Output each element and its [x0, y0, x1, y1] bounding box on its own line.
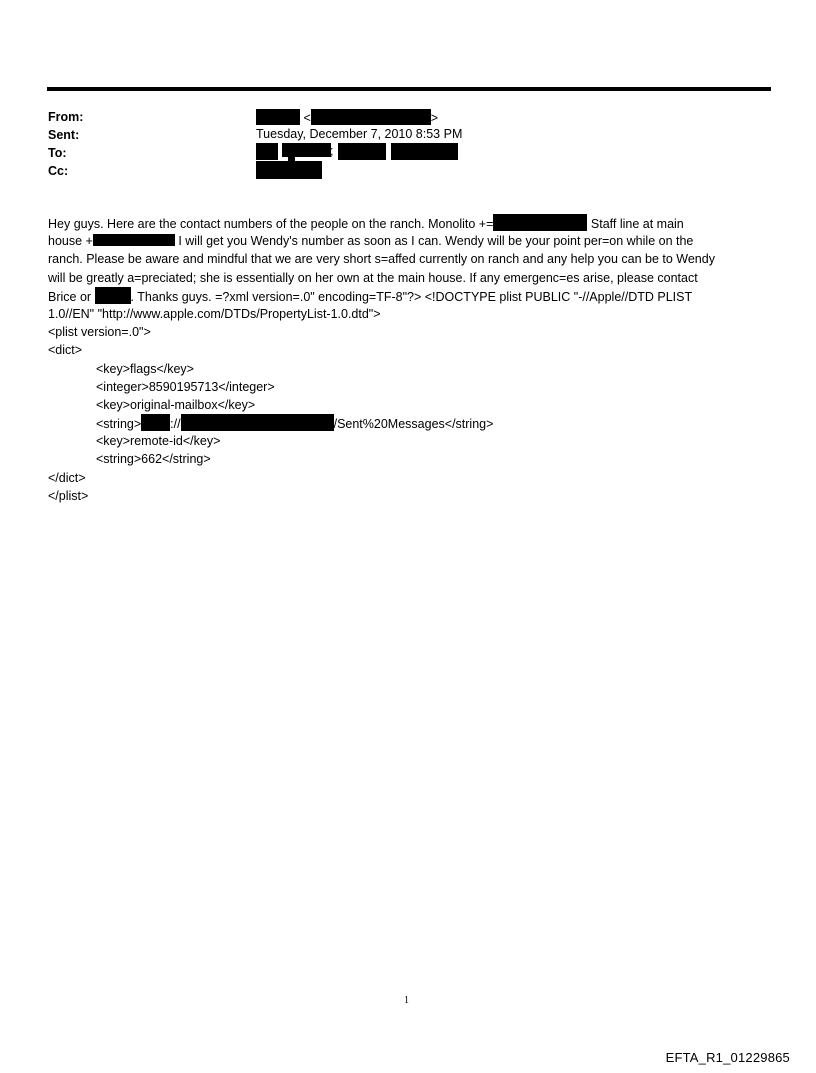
body-text: Hey guys. Here are the contact numbers of the people on the ranch. Monolito += — [48, 217, 494, 231]
to-separator: ; — [330, 144, 334, 158]
body-line: <string>662</string> — [96, 452, 211, 467]
body-line: 1.0//EN" "http://www.apple.com/DTDs/PropertyList-1.0.dtd"> — [48, 306, 381, 321]
body-text: /Sent%20Messages</string> — [333, 417, 494, 432]
redaction-block — [256, 109, 300, 125]
redaction-block — [338, 143, 386, 160]
document-id: EFTA_R1_01229865 — [665, 1050, 790, 1065]
redaction-block — [256, 143, 278, 160]
page-number: 1 — [404, 995, 409, 1006]
redaction-block — [141, 414, 170, 431]
body-line: <key>remote-id</key> — [96, 434, 221, 449]
body-text: <string> — [96, 417, 142, 432]
body-line: ranch. Please be aware and mindful that we are very short s=affed currently on ranch and any help you can be to Wendy — [48, 252, 715, 267]
redaction-block — [493, 214, 587, 231]
body-line — [48, 414, 772, 432]
redaction-block — [95, 287, 131, 304]
body-text: house + — [48, 234, 93, 249]
body-text: . Thanks guys. =?xml version=.0" encoding=TF-8"?> <!DOCTYPE plist PUBLIC "-//Apple//DTD PLIST — [130, 289, 693, 304]
body-text: I will get you Wendy's number as soon as I can. Wendy will be your point per=on while on the — [174, 234, 694, 249]
to-label: To: — [48, 146, 67, 160]
cc-label: Cc: — [48, 164, 69, 178]
body-line — [48, 232, 772, 250]
email-body — [48, 214, 772, 505]
from-open-bracket: < — [303, 111, 311, 125]
sent-label: Sent: — [48, 128, 80, 142]
body-line: <integer>8590195713</integer> — [96, 379, 275, 394]
from-close-bracket: > — [430, 111, 439, 125]
body-text: Staff line at main — [587, 217, 684, 231]
redaction-block — [256, 161, 322, 179]
redaction-block — [282, 143, 334, 158]
body-line: <key>original-mailbox</key> — [96, 397, 256, 412]
redaction-block — [391, 143, 458, 160]
body-line — [48, 287, 772, 305]
redaction-block — [181, 414, 334, 431]
sent-value: Tuesday, December 7, 2010 8:53 PM — [256, 127, 463, 141]
body-line: will be greatly a=preciated; she is essentially on her own at the main house. If any emergenc=es arise, please contact — [48, 270, 698, 285]
body-text: :// — [170, 417, 181, 432]
body-line: <plist version=.0"> — [48, 325, 151, 340]
redaction-block — [93, 234, 175, 246]
from-label: From: — [48, 110, 84, 124]
body-line: <key>flags</key> — [96, 361, 194, 376]
header-rule — [47, 87, 771, 91]
body-text: Brice or — [48, 289, 95, 304]
body-line: </dict> — [48, 470, 86, 485]
from-value — [256, 109, 438, 126]
body-line: </plist> — [48, 488, 89, 503]
body-line: <dict> — [48, 343, 83, 358]
redaction-block — [311, 109, 431, 125]
body-line — [48, 214, 772, 232]
